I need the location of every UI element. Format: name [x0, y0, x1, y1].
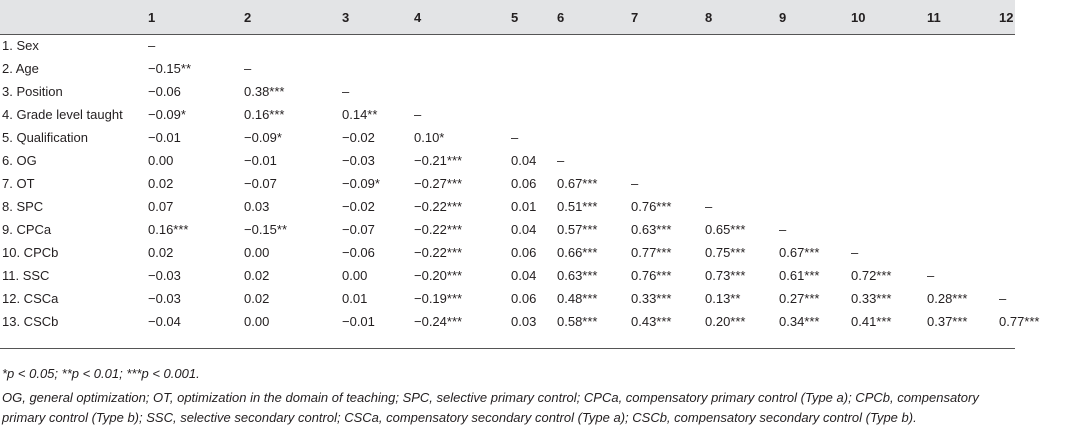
table-cell — [779, 80, 851, 103]
table-cell: 0.02 — [244, 291, 270, 306]
table-cell: −0.06 — [148, 84, 181, 99]
table-cell: −0.04 — [148, 314, 181, 329]
table-cell: 0.16*** — [148, 222, 189, 237]
table-cell — [999, 241, 1065, 264]
table-cell: 0.77*** — [631, 245, 672, 260]
table-row — [0, 172, 1065, 195]
table-cell: 0.01 — [342, 291, 368, 306]
table-cell: 0.27*** — [779, 291, 820, 306]
table-cell: −0.22*** — [414, 199, 463, 214]
table-cell — [705, 172, 779, 195]
table-cell: 0.51*** — [557, 199, 598, 214]
table-cell — [779, 172, 851, 195]
table-cell: – — [705, 199, 713, 214]
table-cell: 0.06 — [511, 291, 537, 306]
table-cell — [705, 57, 779, 80]
row-label: 5. Qualification — [2, 130, 88, 145]
table-cell: −0.03 — [148, 291, 181, 306]
row-label: 6. OG — [2, 153, 37, 168]
table-cell: 0.02 — [244, 268, 270, 283]
table-cell: 0.04 — [511, 153, 537, 168]
column-header: 4 — [414, 9, 422, 25]
table-cell: 0.37*** — [927, 314, 968, 329]
table-cell: −0.22*** — [414, 245, 463, 260]
table-cell: −0.03 — [148, 268, 181, 283]
header-rule — [0, 34, 1015, 35]
table-cell — [999, 34, 1065, 57]
table-row — [0, 34, 1065, 57]
table-cell: 0.41*** — [851, 314, 892, 329]
table-cell: 0.65*** — [705, 222, 746, 237]
table-cell — [779, 103, 851, 126]
table-cell — [414, 80, 511, 103]
table-cell — [999, 195, 1065, 218]
table-cell: −0.24*** — [414, 314, 463, 329]
table-cell — [511, 57, 557, 80]
table-cell — [999, 103, 1065, 126]
table-cell: 0.33*** — [631, 291, 672, 306]
table-cell — [927, 172, 999, 195]
table-cell: – — [999, 291, 1007, 306]
table-row — [0, 264, 1065, 287]
table-cell: 0.20*** — [705, 314, 746, 329]
row-label: 11. SSC — [2, 268, 50, 283]
table-cell: 0.38*** — [244, 84, 285, 99]
table-cell: 0.66*** — [557, 245, 598, 260]
column-header: 6 — [557, 9, 565, 25]
table-row — [0, 287, 1065, 310]
table-cell: 0.76*** — [631, 268, 672, 283]
column-header: 2 — [244, 9, 252, 25]
table-cell — [851, 195, 927, 218]
table-cell: – — [148, 38, 156, 53]
table-cell — [779, 57, 851, 80]
table-cell — [999, 218, 1065, 241]
row-label: 13. CSCb — [2, 314, 59, 329]
table-cell — [631, 34, 705, 57]
column-header: 3 — [342, 9, 350, 25]
table-cell — [557, 103, 631, 126]
table-cell — [705, 103, 779, 126]
row-label: 2. Age — [2, 61, 39, 76]
table-cell: – — [851, 245, 859, 260]
table-cell: 0.03 — [511, 314, 537, 329]
table-cell — [927, 149, 999, 172]
table-cell — [999, 172, 1065, 195]
table-cell — [705, 80, 779, 103]
table-cell — [779, 149, 851, 172]
column-header: 9 — [779, 9, 787, 25]
table-cell — [927, 57, 999, 80]
table-cell — [999, 80, 1065, 103]
table-cell: 0.00 — [342, 268, 368, 283]
table-cell: 0.28*** — [927, 291, 968, 306]
row-label: 12. CSCa — [2, 291, 59, 306]
table-cell — [851, 218, 927, 241]
table-cell — [631, 80, 705, 103]
table-cell — [927, 34, 999, 57]
table-row — [0, 80, 1065, 103]
table-cell: 0.43*** — [631, 314, 672, 329]
table-cell — [999, 149, 1065, 172]
table-cell — [631, 126, 705, 149]
table-cell — [414, 34, 511, 57]
table-cell: 0.73*** — [705, 268, 746, 283]
table-cell: 0.00 — [244, 245, 270, 260]
table-cell — [631, 103, 705, 126]
row-label: 3. Position — [2, 84, 63, 99]
table-cell — [511, 34, 557, 57]
column-header: 1 — [148, 9, 156, 25]
table-cell — [557, 57, 631, 80]
table-cell — [927, 218, 999, 241]
table-cell: −0.07 — [244, 176, 277, 191]
table-cell — [705, 149, 779, 172]
table-cell: 0.00 — [244, 314, 270, 329]
row-label: 4. Grade level taught — [2, 107, 123, 122]
table-row — [0, 57, 1065, 80]
table-cell — [851, 80, 927, 103]
table-cell: −0.07 — [342, 222, 375, 237]
table-cell: 0.16*** — [244, 107, 285, 122]
table-cell: 0.63*** — [631, 222, 672, 237]
table-cell — [557, 34, 631, 57]
column-header — [0, 0, 148, 34]
table-cell: −0.15** — [244, 222, 288, 237]
table-row — [0, 126, 1065, 149]
column-header: 12 — [999, 9, 1014, 25]
table-cell — [999, 57, 1065, 80]
table-cell: 0.48*** — [557, 291, 598, 306]
table-cell: 0.13** — [705, 291, 741, 306]
table-cell — [631, 57, 705, 80]
table-cell: 0.33*** — [851, 291, 892, 306]
table-cell: 0.67*** — [779, 245, 820, 260]
row-label: 10. CPCb — [2, 245, 59, 260]
table-cell — [999, 264, 1065, 287]
table-cell: −0.22*** — [414, 222, 463, 237]
table-cell: – — [631, 176, 639, 191]
table-cell: −0.09* — [148, 107, 186, 122]
table-cell: 0.04 — [511, 268, 537, 283]
table-cell: 0.04 — [511, 222, 537, 237]
table-cell — [927, 103, 999, 126]
table-cell: −0.03 — [342, 153, 375, 168]
table-cell — [851, 126, 927, 149]
table-cell: 0.72*** — [851, 268, 892, 283]
table-cell: – — [414, 107, 422, 122]
table-cell: −0.15** — [148, 61, 192, 76]
column-header: 10 — [851, 9, 866, 25]
table-cell: −0.01 — [342, 314, 375, 329]
table-cell: 0.03 — [244, 199, 270, 214]
table-cell — [557, 80, 631, 103]
header-row — [0, 0, 1065, 34]
table-row — [0, 149, 1065, 172]
table-cell: 0.76*** — [631, 199, 672, 214]
table-row — [0, 195, 1065, 218]
table-cell — [414, 57, 511, 80]
table-cell: 0.63*** — [557, 268, 598, 283]
table-cell — [631, 149, 705, 172]
column-header: 7 — [631, 9, 639, 25]
table-cell — [557, 126, 631, 149]
table-cell — [779, 126, 851, 149]
table-cell: 0.06 — [511, 245, 537, 260]
table-row — [0, 310, 1065, 333]
table-cell: 0.67*** — [557, 176, 598, 191]
table-cell: −0.02 — [342, 199, 375, 214]
table-cell — [927, 80, 999, 103]
column-header: 11 — [927, 9, 941, 25]
table-cell: −0.19*** — [414, 291, 463, 306]
row-label: 7. OT — [2, 176, 35, 191]
table-cell: 0.77*** — [999, 314, 1040, 329]
table-cell: −0.01 — [148, 130, 181, 145]
table-cell — [705, 126, 779, 149]
table-cell — [999, 126, 1065, 149]
column-header: 8 — [705, 9, 713, 25]
table-cell: −0.20*** — [414, 268, 463, 283]
abbreviations-note: OG, general optimization; OT, optimization in the domain of teaching; SPC, selective primary control; CPCa, compensatory primary control (Type a); CPCb, compensatory primary control (Type b); SSC, selective secondary control; CSCa, compensatory secondary control (Type a); CSCb, compensatory secondary control (Type b). — [2, 390, 979, 425]
table-body — [0, 34, 1065, 333]
row-label: 1. Sex — [2, 38, 39, 53]
table-cell: 0.01 — [511, 199, 537, 214]
table-cell: −0.27*** — [414, 176, 463, 191]
table-cell: −0.09* — [244, 130, 282, 145]
table-cell — [511, 103, 557, 126]
table-cell: – — [511, 130, 519, 145]
table-row — [0, 241, 1065, 264]
table-cell: 0.02 — [148, 176, 174, 191]
table-cell: – — [927, 268, 935, 283]
table-cell: 0.58*** — [557, 314, 598, 329]
table-cell: 0.75*** — [705, 245, 746, 260]
table-cell: 0.06 — [511, 176, 537, 191]
table-cell — [705, 34, 779, 57]
table-cell: −0.09* — [342, 176, 380, 191]
table-footnotes — [2, 364, 1010, 428]
table-cell: – — [779, 222, 787, 237]
table-cell: 0.07 — [148, 199, 174, 214]
row-label: 8. SPC — [2, 199, 44, 214]
bottom-rule — [0, 348, 1015, 349]
table-cell: 0.57*** — [557, 222, 598, 237]
table-cell: – — [342, 84, 350, 99]
table-cell: – — [557, 153, 565, 168]
table-cell: 0.14** — [342, 107, 378, 122]
table-cell: 0.10* — [414, 130, 445, 145]
table-cell — [927, 195, 999, 218]
column-header: 5 — [511, 9, 519, 25]
significance-note: *p < 0.05; **p < 0.01; ***p < 0.001. — [2, 366, 200, 381]
row-label: 9. CPCa — [2, 222, 52, 237]
table-cell — [927, 126, 999, 149]
table-cell — [342, 34, 414, 57]
table-cell — [851, 34, 927, 57]
table-cell: −0.21*** — [414, 153, 463, 168]
table-cell: 0.61*** — [779, 268, 820, 283]
table-cell: −0.01 — [244, 153, 277, 168]
table-cell — [851, 149, 927, 172]
table-cell — [342, 57, 414, 80]
table-cell: 0.02 — [148, 245, 174, 260]
table-row — [0, 218, 1065, 241]
table-cell — [851, 57, 927, 80]
table-cell — [851, 172, 927, 195]
table-cell: – — [244, 61, 252, 76]
table-cell: 0.00 — [148, 153, 174, 168]
table-cell — [779, 195, 851, 218]
table-cell — [851, 103, 927, 126]
table-cell: −0.02 — [342, 130, 375, 145]
table-row — [0, 103, 1065, 126]
table-cell: 0.34*** — [779, 314, 820, 329]
table-cell — [244, 34, 342, 57]
table-cell — [511, 80, 557, 103]
table-cell — [927, 241, 999, 264]
table-cell: −0.06 — [342, 245, 375, 260]
table-cell — [779, 34, 851, 57]
